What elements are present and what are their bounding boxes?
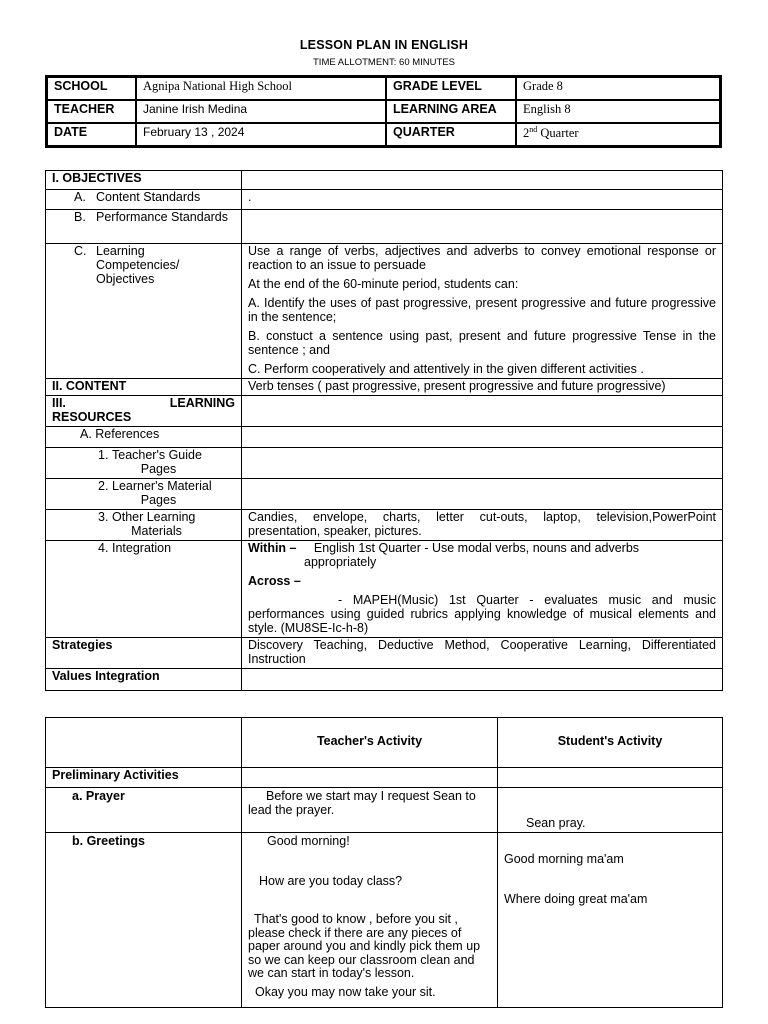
- within-text: English 1st Quarter - Use modal verbs, nouns and adverbs: [313, 541, 640, 555]
- prayer-label: a. Prayer: [46, 788, 242, 833]
- table-row: [46, 638, 723, 669]
- table-row: [46, 396, 723, 427]
- teachers-activity-heading: Teacher's Activity: [242, 718, 498, 768]
- item-label: Other Learning: [112, 510, 196, 524]
- empty-cell: [242, 427, 723, 448]
- table-row: [46, 210, 723, 244]
- item-letter: C.: [74, 244, 87, 258]
- values-integration-label: Values Integration: [46, 669, 242, 691]
- strategies-text: Discovery Teaching, Deductive Method, Cooperative Learning, Differentiated Instruction: [248, 638, 716, 666]
- within-label: Within –: [248, 541, 297, 555]
- learning-area-label: LEARNING AREA: [386, 100, 516, 123]
- competency-text: B. constuct a sentence using past, present and future progressive Tense in the sentence ; and: [248, 329, 716, 357]
- item-label: Learner's Material: [112, 479, 212, 493]
- greeting-response: Good morning ma'am: [504, 852, 624, 866]
- page-title: LESSON PLAN IN ENGLISH: [299, 38, 469, 52]
- table-row: [46, 510, 723, 541]
- prayer-teacher: [242, 788, 498, 833]
- table-row: [46, 479, 723, 510]
- other-materials-value: [242, 510, 723, 541]
- item-label-2: Pages: [140, 493, 177, 507]
- table-row: [46, 833, 723, 1008]
- table-row: [47, 123, 721, 147]
- objectives-table: [45, 170, 723, 691]
- table-row: [47, 77, 721, 101]
- learners-material-label: [46, 479, 242, 510]
- objectives-heading: I. OBJECTIVES: [46, 171, 242, 190]
- date-value: February 13 , 2024: [136, 123, 386, 147]
- time-allotment: TIME ALLOTMENT: 60 MINUTES: [313, 57, 455, 68]
- references-label: [46, 427, 242, 448]
- item-label-2: Materials: [131, 524, 182, 538]
- empty-cell: [498, 768, 723, 788]
- greeting-text: Okay you may now take your sit.: [255, 984, 436, 999]
- school-label: SCHOOL: [47, 77, 137, 101]
- item-label: Content Standards: [96, 190, 201, 204]
- competencies-label: [46, 244, 242, 379]
- item-label: Teacher's Guide: [112, 448, 202, 462]
- within-text-2: appropriately: [304, 555, 377, 569]
- school-value: Agnipa National High School: [136, 77, 386, 101]
- competency-text: At the end of the 60-minute period, students can:: [248, 277, 519, 291]
- empty-cell: [242, 171, 723, 190]
- table-row: [46, 171, 723, 190]
- grade-level-label: GRADE LEVEL: [386, 77, 516, 101]
- table-row: [47, 100, 721, 123]
- integration-value: [242, 541, 723, 638]
- across-label: Across –: [248, 574, 301, 588]
- other-materials-label: [46, 510, 242, 541]
- content-standards-label: [46, 190, 242, 210]
- empty-cell: [242, 396, 723, 427]
- resources-word-2: RESOURCES: [52, 410, 132, 424]
- teacher-value: Janine Irish Medina: [136, 100, 386, 123]
- grade-level-value: Grade 8: [516, 77, 721, 101]
- prayer-teacher-text: Before we start may I request Sean to lead the prayer.: [248, 789, 476, 817]
- item-letter: B.: [74, 210, 86, 224]
- greeting-response: Where doing great ma'am: [504, 891, 648, 906]
- students-activity-heading: Student's Activity: [498, 718, 723, 768]
- quarter-label: QUARTER: [386, 123, 516, 147]
- table-row: [46, 768, 723, 788]
- table-row: [46, 669, 723, 691]
- resources-word: LEARNING: [169, 396, 235, 410]
- quarter-number: 2: [523, 126, 530, 141]
- greeting-text: Good morning!: [267, 834, 350, 848]
- materials-text: Candies, envelope, charts, letter cut-outs, laptop, television,PowerPoint presentation, speaker, pictures.: [248, 510, 716, 538]
- competencies-value: [242, 244, 723, 379]
- strategies-label: Strategies: [46, 638, 242, 669]
- prayer-student: Sean pray.: [498, 788, 723, 833]
- table-row: [46, 718, 723, 768]
- item-letter: A.: [74, 190, 86, 204]
- greeting-text: That's good to know , before you sit , please check if there are any pieces of paper around you and kindly pick them up so we can keep our classroom clean and we can start in today's lesson.: [248, 912, 481, 980]
- competency-text: A. Identify the uses of past progressive, present progressive and future progressive in the sentence;: [248, 296, 716, 324]
- table-row: [46, 190, 723, 210]
- preliminary-activities-label: Preliminary Activities: [46, 768, 242, 788]
- greetings-teacher: [242, 833, 498, 1008]
- item-label: Learning Competencies/ Objectives: [96, 244, 180, 286]
- item-label: Integration: [112, 541, 172, 555]
- references-text: A. References: [80, 427, 160, 441]
- item-label-2: Pages: [140, 462, 177, 476]
- lesson-info-table: [45, 75, 722, 148]
- performance-standards-label: [46, 210, 242, 244]
- empty-cell: [242, 479, 723, 510]
- item-number: 4.: [98, 541, 109, 555]
- empty-cell: [46, 718, 242, 768]
- competency-text: C. Perform cooperatively and attentively in the given different activities .: [248, 362, 644, 376]
- greeting-text: How are you today class?: [259, 873, 403, 888]
- table-row: [46, 379, 723, 396]
- integration-label: [46, 541, 242, 638]
- empty-cell: [242, 768, 498, 788]
- quarter-word: Quarter: [537, 126, 579, 141]
- table-row: [46, 788, 723, 833]
- quarter-suffix: nd: [529, 125, 538, 134]
- activities-table: [45, 717, 723, 1008]
- item-label: Performance Standards: [96, 210, 229, 224]
- performance-standards-value: [242, 210, 723, 244]
- table-row: [46, 244, 723, 379]
- competency-text: Use a range of verbs, adjectives and adverbs to convey emotional response or reaction to an issue to persuade: [248, 244, 716, 272]
- empty-cell: [242, 448, 723, 479]
- content-heading: II. CONTENT: [46, 379, 242, 396]
- resources-number: III.: [52, 396, 66, 410]
- content-value: Verb tenses ( past progressive, present progressive and future progressive): [242, 379, 723, 396]
- table-row: [46, 427, 723, 448]
- learning-area-value: English 8: [516, 100, 721, 123]
- item-number: 3.: [98, 510, 109, 524]
- table-row: [46, 541, 723, 638]
- greetings-label: b. Greetings: [46, 833, 242, 1008]
- teacher-label: TEACHER: [47, 100, 137, 123]
- quarter-value: [516, 123, 721, 147]
- learning-resources-heading: [46, 396, 242, 427]
- teachers-guide-label: [46, 448, 242, 479]
- strategies-value: [242, 638, 723, 669]
- item-number: 2.: [98, 479, 109, 493]
- greetings-student: [498, 833, 723, 1008]
- across-text: - MAPEH(Music) 1st Quarter - evaluates music and music performances using guided rubrics applying knowledge of musical elements and style. (MU8SE-Ic-h-8): [248, 593, 716, 635]
- table-row: [46, 448, 723, 479]
- content-standards-value: .: [242, 190, 723, 210]
- empty-cell: [242, 669, 723, 691]
- date-label: DATE: [47, 123, 137, 147]
- item-number: 1.: [98, 448, 109, 462]
